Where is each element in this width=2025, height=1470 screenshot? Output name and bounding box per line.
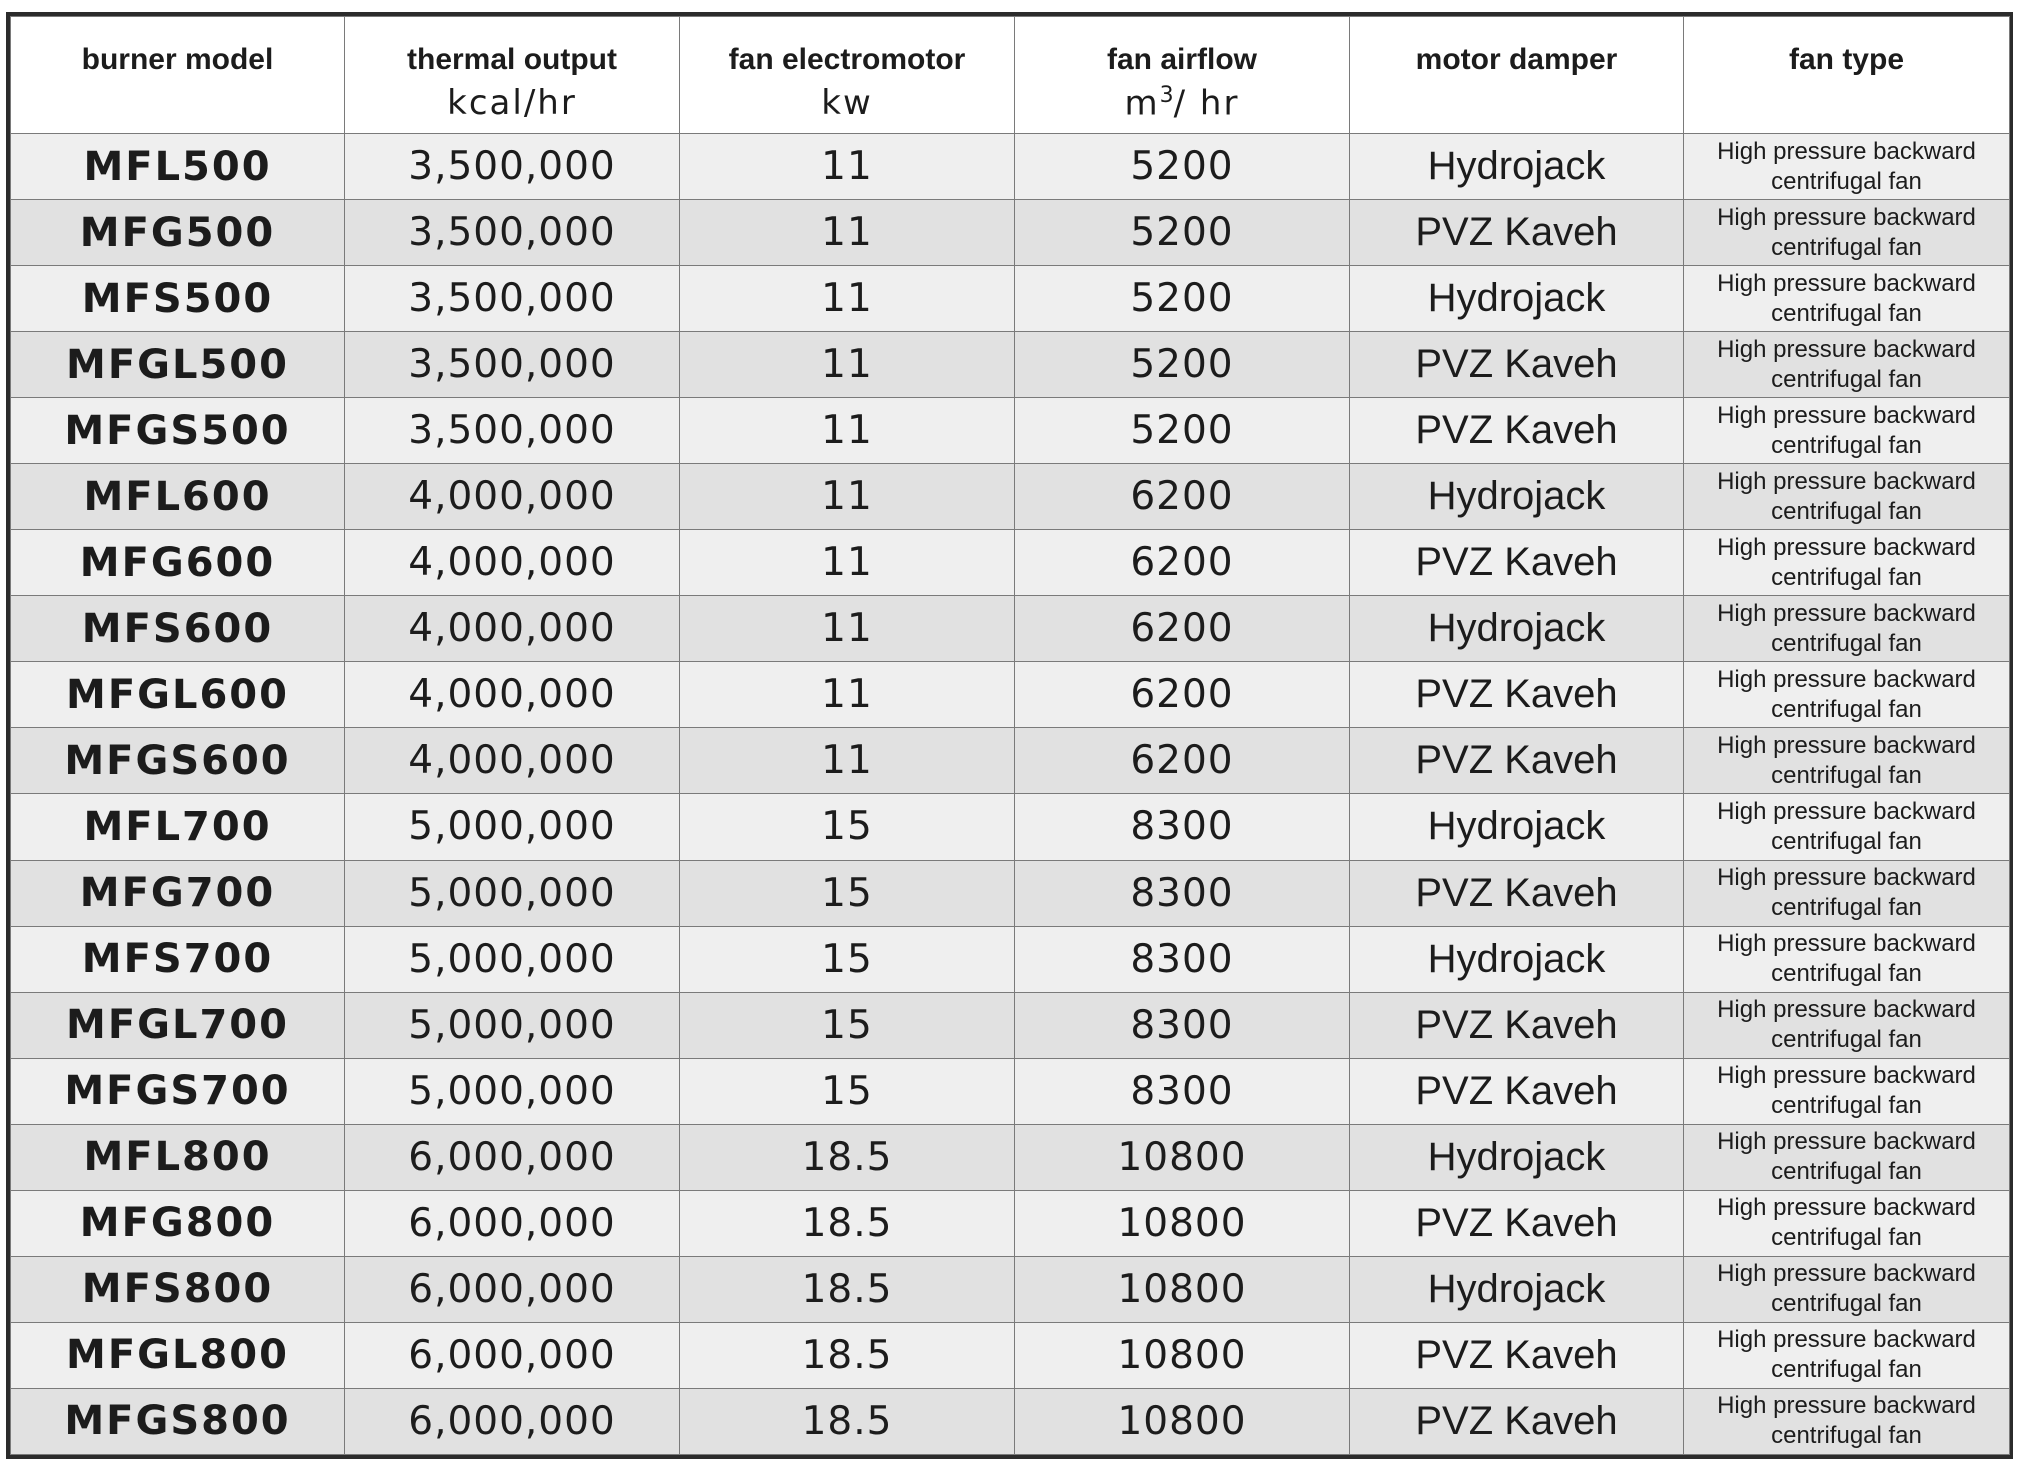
cell-fan-type: High pressure backward centrifugal fan: [1684, 794, 2010, 860]
header-label: fan type: [1788, 43, 1905, 76]
cell-fan-type: High pressure backward centrifugal fan: [1684, 530, 2010, 596]
cell-fan-airflow: 6200: [1015, 464, 1350, 530]
table-row: [11, 530, 2010, 596]
cell-motor-damper: Hydrojack: [1350, 1124, 1684, 1190]
header-row: [11, 17, 2010, 134]
cell-fan-electromotor: 11: [680, 728, 1015, 794]
cell-thermal-output: 3,500,000: [345, 398, 680, 464]
cell-fan-electromotor: 15: [680, 992, 1015, 1058]
cell-fan-airflow: 10800: [1015, 1322, 1350, 1388]
cell-thermal-output: 5,000,000: [345, 1058, 680, 1124]
cell-fan-airflow: 5200: [1015, 134, 1350, 200]
cell-fan-type: High pressure backward centrifugal fan: [1684, 398, 2010, 464]
cell-thermal-output: 3,500,000: [345, 200, 680, 266]
cell-burner-model: MFL600: [11, 464, 345, 530]
cell-fan-electromotor: 11: [680, 530, 1015, 596]
table-row: [11, 860, 2010, 926]
cell-fan-airflow: 10800: [1015, 1256, 1350, 1322]
cell-burner-model: MFGL600: [11, 662, 345, 728]
cell-fan-type: High pressure backward centrifugal fan: [1684, 1190, 2010, 1256]
cell-thermal-output: 4,000,000: [345, 464, 680, 530]
cell-fan-electromotor: 11: [680, 332, 1015, 398]
cell-fan-electromotor: 15: [680, 1058, 1015, 1124]
cell-motor-damper: Hydrojack: [1350, 464, 1684, 530]
header-fan-electromotor: [680, 17, 1015, 134]
cell-fan-electromotor: 18.5: [680, 1388, 1015, 1454]
cell-motor-damper: PVZ Kaveh: [1350, 530, 1684, 596]
cell-thermal-output: 5,000,000: [345, 926, 680, 992]
cell-burner-model: MFGS500: [11, 398, 345, 464]
header-label: fan airflow: [1106, 43, 1257, 76]
cell-fan-electromotor: 15: [680, 860, 1015, 926]
cell-fan-type: High pressure backward centrifugal fan: [1684, 662, 2010, 728]
header-motor-damper: [1350, 17, 1684, 134]
table-row: [11, 1322, 2010, 1388]
cell-fan-airflow: 5200: [1015, 332, 1350, 398]
header-unit: kw: [821, 83, 873, 123]
cell-burner-model: MFGS800: [11, 1388, 345, 1454]
header-burner-model: [11, 17, 345, 134]
cell-motor-damper: Hydrojack: [1350, 1256, 1684, 1322]
cell-burner-model: MFGL500: [11, 332, 345, 398]
cell-burner-model: MFL700: [11, 794, 345, 860]
header-fan-airflow: [1015, 17, 1350, 134]
cell-fan-electromotor: 18.5: [680, 1256, 1015, 1322]
cell-thermal-output: 3,500,000: [345, 266, 680, 332]
header-label: burner model: [81, 43, 274, 76]
table-row: [11, 926, 2010, 992]
unit-superscript: 3: [1159, 83, 1174, 108]
table-row: [11, 464, 2010, 530]
cell-fan-airflow: 8300: [1015, 1058, 1350, 1124]
cell-thermal-output: 4,000,000: [345, 662, 680, 728]
cell-fan-airflow: 10800: [1015, 1388, 1350, 1454]
burner-spec-table: [10, 16, 2010, 1455]
cell-motor-damper: Hydrojack: [1350, 596, 1684, 662]
cell-burner-model: MFGS600: [11, 728, 345, 794]
cell-fan-airflow: 6200: [1015, 530, 1350, 596]
cell-motor-damper: PVZ Kaveh: [1350, 1058, 1684, 1124]
cell-motor-damper: PVZ Kaveh: [1350, 1322, 1684, 1388]
header-thermal-output: [345, 17, 680, 134]
cell-fan-airflow: 6200: [1015, 728, 1350, 794]
header-label: motor damper: [1415, 43, 1618, 76]
cell-fan-electromotor: 11: [680, 134, 1015, 200]
cell-motor-damper: PVZ Kaveh: [1350, 992, 1684, 1058]
cell-fan-type: High pressure backward centrifugal fan: [1684, 1256, 2010, 1322]
table-row: [11, 596, 2010, 662]
cell-fan-electromotor: 11: [680, 398, 1015, 464]
cell-burner-model: MFS500: [11, 266, 345, 332]
cell-thermal-output: 5,000,000: [345, 794, 680, 860]
header-unit: [1015, 83, 1349, 123]
cell-fan-airflow: 8300: [1015, 926, 1350, 992]
cell-fan-airflow: 8300: [1015, 794, 1350, 860]
table-row: [11, 992, 2010, 1058]
cell-fan-electromotor: 18.5: [680, 1124, 1015, 1190]
table-row: [11, 794, 2010, 860]
unit-base: m: [1124, 83, 1160, 124]
cell-thermal-output: 4,000,000: [345, 530, 680, 596]
cell-fan-airflow: 5200: [1015, 398, 1350, 464]
header-label: fan electromotor: [728, 43, 966, 76]
cell-motor-damper: PVZ Kaveh: [1350, 398, 1684, 464]
unit-rest: / hr: [1173, 83, 1240, 124]
header-label: thermal output: [407, 43, 617, 76]
cell-fan-electromotor: 15: [680, 926, 1015, 992]
cell-fan-type: High pressure backward centrifugal fan: [1684, 1124, 2010, 1190]
cell-motor-damper: Hydrojack: [1350, 794, 1684, 860]
cell-motor-damper: PVZ Kaveh: [1350, 1388, 1684, 1454]
cell-motor-damper: Hydrojack: [1350, 134, 1684, 200]
cell-burner-model: MFG500: [11, 200, 345, 266]
table-row: [11, 1058, 2010, 1124]
table-row: [11, 398, 2010, 464]
cell-fan-type: High pressure backward centrifugal fan: [1684, 1322, 2010, 1388]
cell-motor-damper: PVZ Kaveh: [1350, 1190, 1684, 1256]
cell-fan-airflow: 8300: [1015, 992, 1350, 1058]
table-row: [11, 662, 2010, 728]
cell-fan-electromotor: 18.5: [680, 1190, 1015, 1256]
cell-fan-electromotor: 11: [680, 464, 1015, 530]
cell-fan-type: High pressure backward centrifugal fan: [1684, 332, 2010, 398]
cell-fan-type: High pressure backward centrifugal fan: [1684, 1388, 2010, 1454]
cell-fan-airflow: 6200: [1015, 596, 1350, 662]
cell-motor-damper: PVZ Kaveh: [1350, 728, 1684, 794]
header-unit: kcal/hr: [447, 83, 577, 123]
cell-thermal-output: 6,000,000: [345, 1388, 680, 1454]
table-row: [11, 200, 2010, 266]
cell-motor-damper: PVZ Kaveh: [1350, 860, 1684, 926]
cell-burner-model: MFS700: [11, 926, 345, 992]
cell-burner-model: MFGL700: [11, 992, 345, 1058]
spec-table-frame: [6, 12, 2013, 1459]
cell-fan-airflow: 10800: [1015, 1190, 1350, 1256]
table-row: [11, 1256, 2010, 1322]
cell-fan-electromotor: 15: [680, 794, 1015, 860]
cell-fan-type: High pressure backward centrifugal fan: [1684, 860, 2010, 926]
cell-fan-airflow: 5200: [1015, 266, 1350, 332]
cell-fan-type: High pressure backward centrifugal fan: [1684, 464, 2010, 530]
table-row: [11, 332, 2010, 398]
cell-motor-damper: PVZ Kaveh: [1350, 662, 1684, 728]
cell-fan-electromotor: 11: [680, 596, 1015, 662]
cell-fan-electromotor: 11: [680, 662, 1015, 728]
cell-burner-model: MFS600: [11, 596, 345, 662]
cell-fan-airflow: 10800: [1015, 1124, 1350, 1190]
cell-thermal-output: 3,500,000: [345, 332, 680, 398]
cell-fan-type: High pressure backward centrifugal fan: [1684, 926, 2010, 992]
cell-burner-model: MFG600: [11, 530, 345, 596]
table-row: [11, 134, 2010, 200]
table-row: [11, 728, 2010, 794]
cell-burner-model: MFG800: [11, 1190, 345, 1256]
cell-motor-damper: PVZ Kaveh: [1350, 200, 1684, 266]
cell-burner-model: MFGS700: [11, 1058, 345, 1124]
cell-fan-type: High pressure backward centrifugal fan: [1684, 728, 2010, 794]
cell-thermal-output: 5,000,000: [345, 860, 680, 926]
cell-thermal-output: 3,500,000: [345, 134, 680, 200]
table-row: [11, 1124, 2010, 1190]
cell-thermal-output: 6,000,000: [345, 1322, 680, 1388]
cell-fan-electromotor: 18.5: [680, 1322, 1015, 1388]
cell-thermal-output: 4,000,000: [345, 728, 680, 794]
cell-thermal-output: 6,000,000: [345, 1256, 680, 1322]
cell-motor-damper: PVZ Kaveh: [1350, 332, 1684, 398]
cell-thermal-output: 4,000,000: [345, 596, 680, 662]
table-row: [11, 1190, 2010, 1256]
cell-fan-airflow: 6200: [1015, 662, 1350, 728]
cell-fan-type: High pressure backward centrifugal fan: [1684, 134, 2010, 200]
cell-burner-model: MFG700: [11, 860, 345, 926]
cell-fan-type: High pressure backward centrifugal fan: [1684, 1058, 2010, 1124]
cell-fan-type: High pressure backward centrifugal fan: [1684, 992, 2010, 1058]
cell-fan-electromotor: 11: [680, 200, 1015, 266]
cell-burner-model: MFL800: [11, 1124, 345, 1190]
cell-thermal-output: 6,000,000: [345, 1190, 680, 1256]
cell-thermal-output: 5,000,000: [345, 992, 680, 1058]
cell-fan-type: High pressure backward centrifugal fan: [1684, 266, 2010, 332]
cell-burner-model: MFS800: [11, 1256, 345, 1322]
cell-motor-damper: Hydrojack: [1350, 266, 1684, 332]
cell-fan-electromotor: 11: [680, 266, 1015, 332]
cell-motor-damper: Hydrojack: [1350, 926, 1684, 992]
table-row: [11, 266, 2010, 332]
cell-thermal-output: 6,000,000: [345, 1124, 680, 1190]
cell-fan-type: High pressure backward centrifugal fan: [1684, 596, 2010, 662]
cell-burner-model: MFL500: [11, 134, 345, 200]
cell-burner-model: MFGL800: [11, 1322, 345, 1388]
cell-fan-airflow: 8300: [1015, 860, 1350, 926]
cell-fan-type: High pressure backward centrifugal fan: [1684, 200, 2010, 266]
cell-fan-airflow: 5200: [1015, 200, 1350, 266]
table-row: [11, 1388, 2010, 1454]
header-fan-type: [1684, 17, 2010, 134]
